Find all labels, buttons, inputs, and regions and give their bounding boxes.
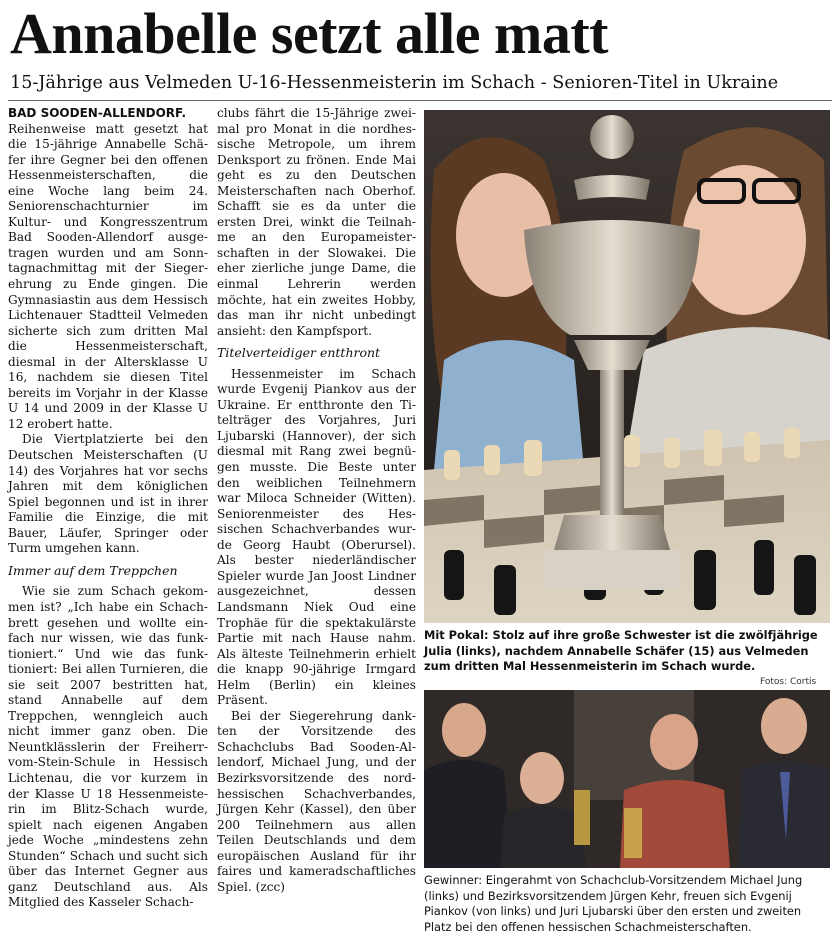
- paragraph: Die Viertplatzierte bei den Deutschen Meisterschaften (U 14) des Vorjahres hat vor sechs Jahren mit dem königlichen Spiel begonnen und ist in ihrer Familie die Einzige, die mit Bauer, Läufer, Springer oder Turm umgehen kann.: [8, 432, 208, 556]
- caption-text: Stolz auf ihre große Schwester ist die zwölfjährige Julia (links), nachdem Annabelle Schäfer (15) aus Velmeden zum dritten Mal Hessenmeisterin im Schach wurde.: [424, 628, 818, 674]
- headline: Annabelle setzt alle matt: [10, 1, 608, 66]
- paragraph: Wie sie zum Schach gekommen ist? „Ich habe ein Schachbrett gesehen und wollte einfach nur wissen, wie das funktioniert.“ Und wie das funktioniert: Bei allen Turnieren, die sie seit 2007 bestritten hat, stand Annabelle auf dem Treppchen, wenngleich auch nicht immer ganz oben. Die Neuntklässlerin der Freiherr-vom-Stein-Schule in Hessisch Lichtenau, die vor kurzem in der Klasse U 18 Hessenmeisterin im Blitz-Schach wurde, spielt nach eigenen Angaben jede Woche „mindestens zehn Stunden“ Schach und sucht sich über das Internet Gegner aus ganz Deutschland aus. Als Mitglied des Kasseler Schach-: [8, 584, 208, 910]
- caption-lead: Mit Pokal:: [424, 628, 489, 642]
- photo-winners-caption: [424, 873, 826, 935]
- photo-trophy-caption: [424, 628, 826, 675]
- photo-winners: [424, 690, 830, 868]
- article-column-2: [217, 106, 416, 895]
- section-subhead: Immer auf dem Treppchen: [8, 562, 178, 578]
- header-rule: [8, 100, 832, 101]
- paragraph: Hessenmeister im Schach wurde Evgenij Piankov aus der Ukraine. Er entthronte den Titelträger des Vorjahres, Juri Ljubarski (Hannover), der sich diesmal mit Rang zwei begnügen musste. Die Beste unter den weiblichen Teilnehmern war Miloca Schneider (Witten). Seniorenmeister des Hessischen Schachverbandes wurde Georg Haubt (Oberursel). Als bester niederländischer Spieler wurde Jan Joost Lindner ausgezeichnet, dessen Landsmann Niek Oud eine Trophäe für die spektakulärste Partie mit nach Hause nahm. Als älteste Teilnehmerin erhielt die knapp 90-jährige Irmgard Helm (Berlin) ein kleines Präsent.: [217, 366, 416, 708]
- caption-lead: Gewinner:: [424, 873, 483, 887]
- photo-trophy-image: [424, 110, 830, 623]
- photo-credit: Fotos: Cortis: [760, 677, 817, 687]
- section-subhead: Titelverteidiger entthront: [217, 345, 381, 361]
- dateline: BAD SOODEN-ALLENDORF.: [8, 106, 187, 120]
- paragraph: clubs fährt die 15-Jährige zweimal pro Monat in die nordhessische Metropole, um ihrem Denksport zu frönen. Ende Mai geht es zu den Deutschen Meisterschaften nach Oberhof. Schafft sie es da unter die ersten Drei, winkt die Teilnahme an den Europameisterschaften in der Slowakei. Die eher zierliche junge Dame, die einmal Lehrerin werden möchte, hat ein zweites Hobby, das man ihr nicht unbedingt ansieht: den Kampfsport.: [217, 106, 416, 338]
- article-column-1: [8, 106, 208, 911]
- photo-winners-image: [424, 690, 830, 868]
- subheadline: 15-Jährige aus Velmeden U-16-Hessenmeisterin im Schach - Senioren-Titel in Ukraine: [10, 73, 779, 93]
- paragraph: Reihenweise matt gesetzt hat die 15-jährige Annabelle Schäfer ihre Gegner bei den offenen Hessenmeisterschaften, die eine Woche lang beim 24. Seniorenschachturnier im Kultur- und Kongresszentrum Bad Sooden-Allendorf ausgetragen wurden und am Sonntagnachmittag mit der Siegerehrung zu Ende gingen. Die Gymnasiastin aus dem Hessisch Lichtenauer Stadtteil Velmeden sicherte sich zum dritten Mal die Hessenmeisterschaft, diesmal in der Altersklasse U 16, nachdem sie diesen Titel bereits im Vorjahr in der Klasse U 14 und 2009 in der Klasse U 12 erobert hatte.: [8, 121, 208, 431]
- caption-text: Eingerahmt von Schachclub-Vorsitzendem Michael Jung (links) und Bezirksvorsitzendem Jürgen Kehr, freuen sich Evgenij Piankov (von links) und Juri Ljubarski über den ersten und zweiten Platz bei den offenen hessischen Schachmeisterschaften.: [424, 873, 803, 934]
- photo-trophy: [424, 110, 830, 623]
- paragraph: Bei der Siegerehrung dankten der Vorsitzende des Schachclubs Bad Sooden-Allendorf, Michael Jung, und der Bezirksvorsitzende des nordhessischen Schachverbandes, Jürgen Kehr (Kassel), den über 200 Teilnehmern aus allen Teilen Deutschlands und dem europäischen Ausland für ihr faires und kameradschaftliches Spiel. (zcc): [217, 708, 416, 894]
